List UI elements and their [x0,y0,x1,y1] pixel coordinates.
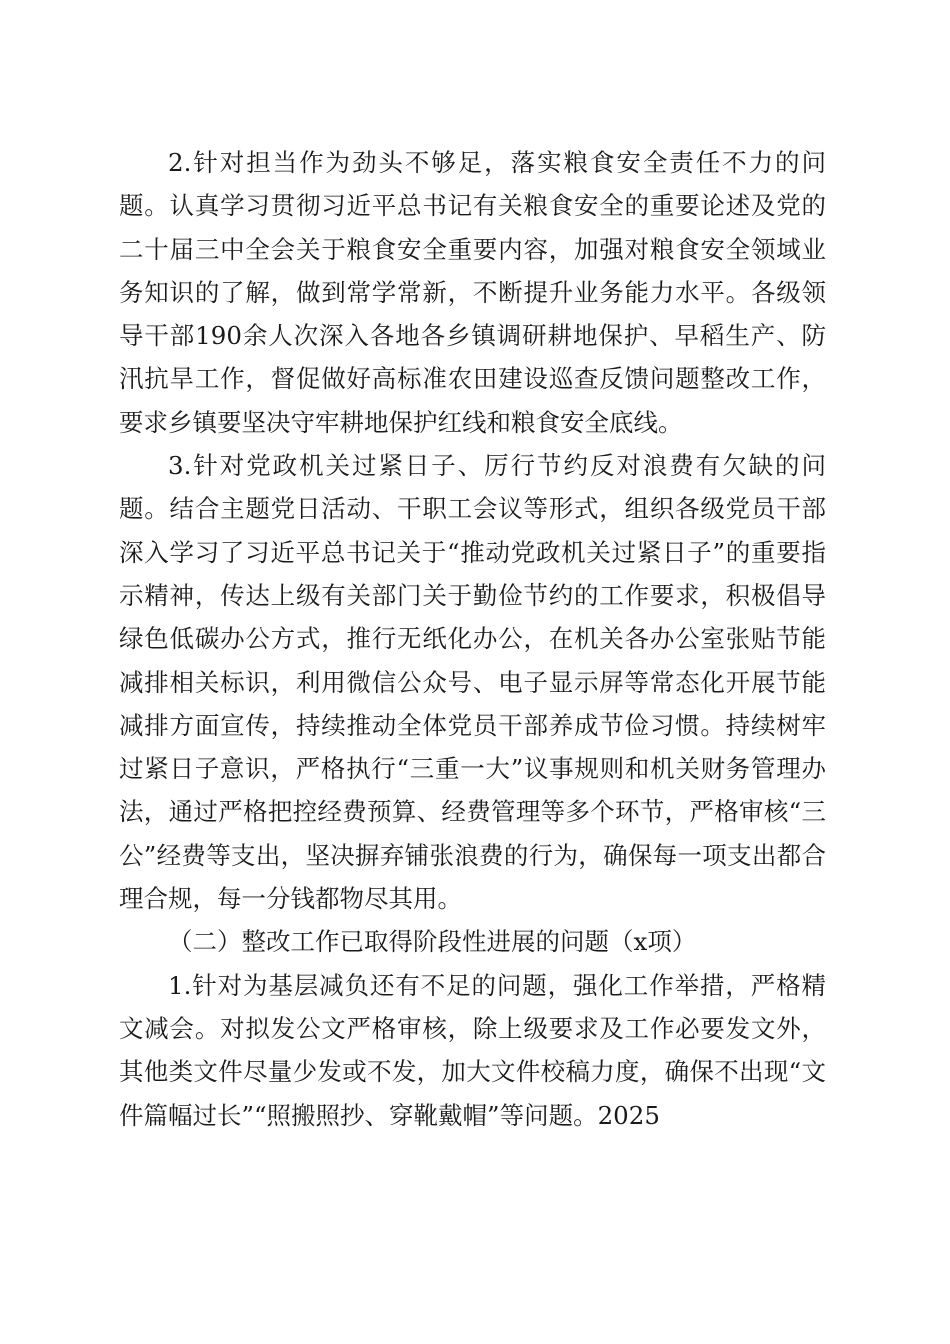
document-body [119,141,826,1137]
paragraph-grain-security: 2.针对担当作为劲头不够足，落实粮食安全责任不力的问题。认真学习贯彻习近平总书记有关粮食安全的重要论述及党的二十届三中全会关于粮食安全重要内容，加强对粮食安全领域业务知识的了解，做到常学常新，不断提升业务能力水平。各级领导干部190余人次深入各地各乡镇调研耕地保护、早稻生产、防汛抗旱工作，督促做好高标准农田建设巡查反馈问题整改工作，要求乡镇要坚决守牢耕地保护红线和粮食安全底线。 [119,148,826,437]
paragraph-grassroots-burden: 1.针对为基层减负还有不足的问题，强化工作举措，严格精文减会。对拟发公文严格审核，除上级要求及工作必要发文外，其他类文件尽量少发或不发，加大文件校稿力度，确保不出现“文件篇幅过长”“照搬照抄、穿靴戴帽”等问题。2025 [119,970,826,1130]
paragraph-frugality: 3.针对党政机关过紧日子、厉行节约反对浪费有欠缺的问题。结合主题党日活动、干职工会议等形式，组织各级党员干部深入学习了习近平总书记关于“推动党政机关过紧日子”的重要指示精神，传达上级有关部门关于勤俭节约的工作要求，积极倡导绿色低碳办公方式，推行无纸化办公，在机关各办公室张贴节能减排相关标识，利用微信公众号、电子显示屏等常态化开展节能减排方面宣传，持续推动全体党员干部养成节俭习惯。持续树牢过紧日子意识，严格执行“三重一大”议事规则和机关财务管理办法，通过严格把控经费预算、经费管理等多个环节，严格审核“三公”经费等支出，坚决摒弃铺张浪费的行为，确保每一项支出都合理合规，每一分钱都物尽其用。 [119,451,826,914]
section-heading: （二）整改工作已取得阶段性进展的问题（x项） [168,927,697,957]
